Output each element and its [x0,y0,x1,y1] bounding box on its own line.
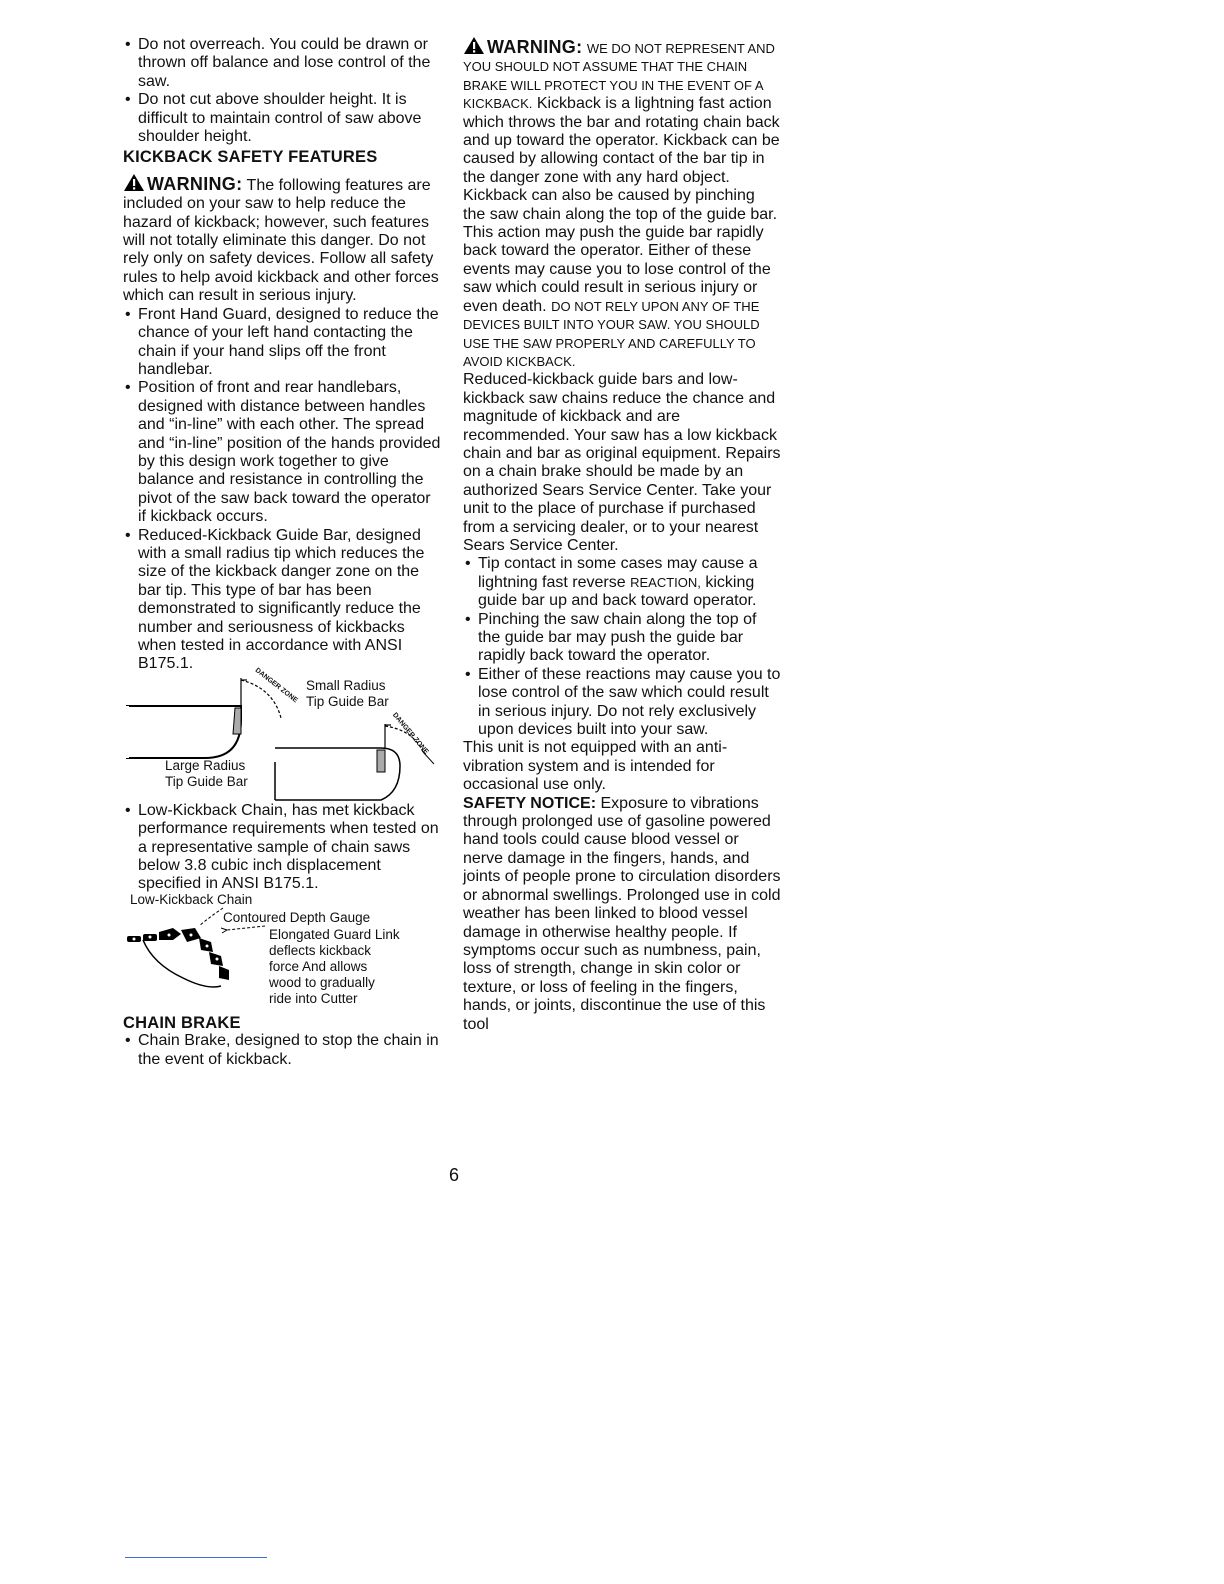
warning-label: WARNING: [487,37,583,57]
bullet-text: Tip contact in some cases may cause a lightning fast reverse [478,555,758,591]
chain-brake-warning [463,36,781,371]
footer-rule [125,1557,267,1558]
warning-icon [123,173,145,192]
small-radius-label-2: Tip Guide Bar [306,693,389,709]
guide-bar-figure [123,666,441,802]
guard-link-label-1: Elongated Guard Link [269,926,400,942]
brake-bullets [123,1032,441,1069]
guard-link-label-2: deflects kickback [269,942,372,958]
safety-notice-text: Exposure to vibrations through prolonged use of gasoline powered hand tools could cause blood vessel or nerve damage in the fingers, hands, and joints of people prone to circulation disorders or abnormal swellings. Prolonged use in cold weather has been linked to blood vessel damage in otherwise healthy people. If symptoms occur such as numbness, pain, loss of strength, change in skin color or texture, or loss of feeling in the fingers, hands, or joints, discontinue the use of this tool [463,794,781,1033]
overreach-bullets [123,36,441,146]
danger-zone-label: DANGER ZONE [253,666,299,705]
page-number: 6 [449,1165,460,1185]
list-item: • Do not overreach. You could be drawn or thrown off balance and lose control of the saw. [123,36,441,91]
bullet-text: kicking guide bar up and back toward operator. [478,573,757,610]
guard-link-label-3: force And allows [269,958,368,974]
small-radius-label-1: Small Radius [306,677,386,693]
list-item: • Pinching the saw chain along the top of the guide bar may push the guide bar rapidly back toward the operator. [463,611,781,666]
left-column [123,36,441,1069]
depth-gauge-label: Contoured Depth Gauge [223,909,371,925]
warning-icon [463,36,485,55]
right-column [463,36,781,1034]
kickback-warning [123,173,441,306]
guard-link-label-4: wood to gradually [269,974,375,990]
kickback-heading: KICKBACK SAFETY FEATURES [123,148,378,167]
list-item: • Chain Brake, designed to stop the chain in the event of kickback. [123,1032,441,1069]
chain-bullets [123,802,441,894]
chain-figure-title: Low-Kickback Chain [130,891,253,907]
list-item [463,555,781,610]
chain-figure [123,891,441,1014]
warning-text: The following features are included on your saw to help reduce the hazard of kickback; however, such features will not totally eliminate this danger. Do not rely only on safety devices. Follow all safety rules to help avoid kickback and other forces which can result in serious injury. [123,176,439,305]
large-radius-label-2: Tip Guide Bar [165,773,248,789]
anti-vibration-paragraph: This unit is not equipped with an anti-vibration system and is intended for occasional use only. [463,739,728,794]
reduced-kickback-paragraph: Reduced-kickback guide bars and low-kickback saw chains reduce the chance and magnitude of kickback and are recommended. Your saw has a low kickback chain and bar as original equipment. Repairs on a chain brake should be made by an authorized Sears Service Center. Take your unit to the place of purchase if purchased from a servicing dealer, or to your nearest Sears Service Center. [463,371,781,554]
chain-brake-heading: CHAIN BRAKE [123,1013,241,1032]
list-item: • Do not cut above shoulder height. It is difficult to maintain control of saw above shoulder height. [123,91,441,146]
caps-notice: DO NOT RELY UPON ANY OF THE DEVICES BUILT INTO YOUR SAW. YOU SHOULD USE THE SAW PROPERLY AND CAREFULLY TO AVOID KICKBACK. [463,298,760,369]
warning-caps: WE DO NOT REPRESENT AND YOU SHOULD NOT ASSUME THAT THE CHAIN BRAKE WILL PROTECT YOU IN THE EVENT OF A KICKBACK. [463,41,775,112]
list-item: • Front Hand Guard, designed to reduce the chance of your left hand contacting the chain if your hand slips off the front handlebar. [123,306,441,380]
safety-notice-label: SAFETY NOTICE: [463,794,597,812]
bullet-caps: REACTION, [630,574,701,590]
feature-bullets [123,306,441,674]
kickback-bullets [463,555,781,739]
list-item: • Reduced-Kickback Guide Bar, designed with a small radius tip which reduces the size of the kickback danger zone on the bar tip. This type of bar has been demonstrated to significantly reduce the number and seriousness of kickbacks when tested in accordance with ANSI B175.1. [123,527,441,674]
warning-text: Kickback is a lightning fast action which throws the bar and rotating chain back and up toward the operator. Kickback can be caused by allowing contact of the bar tip in the danger zone with any hard object. Kickback can also be caused by pinching the saw chain along the top of the guide bar. This action may push the guide bar rapidly back toward the operator. Either of these events may cause you to lose control of the saw which could result in serious injury or even death. [463,95,780,315]
list-item: • Low-Kickback Chain, has met kickback performance requirements when tested on a representative sample of chain saws below 3.8 cubic inch displacement specified in ANSI B175.1. [123,802,441,894]
list-item: • Either of these reactions may cause you to lose control of the saw which could result in serious injury. Do not rely exclusively upon devices built into your saw. [463,666,781,740]
danger-zone-label: DANGER ZONE [390,711,430,756]
guard-link-label-5: ride into Cutter [269,990,358,1006]
list-item: • Position of front and rear handlebars, designed with distance between handles and “in-line” with each other. The spread and “in-line” position of the hands provided by this design work together to give balance and resistance in controlling the pivot of the saw back toward the operator if kickback occurs. [123,379,441,526]
warning-label: WARNING: [147,173,243,194]
large-radius-label-1: Large Radius [165,757,246,773]
safety-notice [463,795,781,1034]
